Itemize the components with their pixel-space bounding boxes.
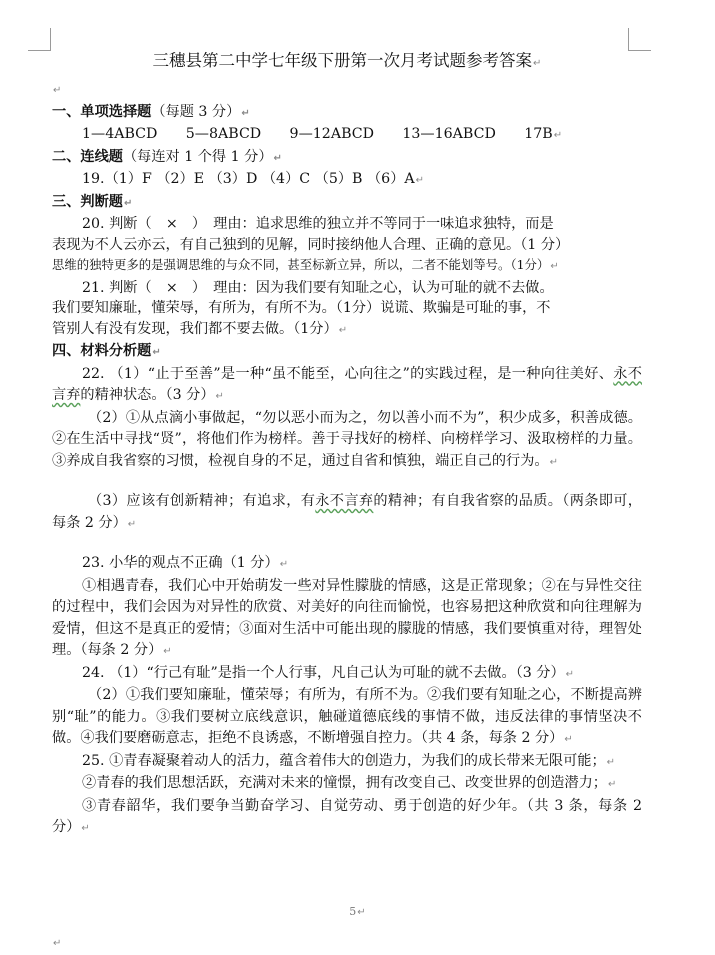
paragraph-mark-icon: ↵: [357, 907, 366, 918]
page-number-text: 5: [349, 905, 357, 918]
document-body: [52, 46, 642, 840]
paragraph-mark-icon: ↵: [163, 646, 172, 657]
section-3-title: 三、判断题: [52, 193, 123, 210]
paragraph-mark-icon: ↵: [53, 85, 62, 96]
paragraph-mark-icon: ↵: [533, 58, 542, 69]
q23-heading-text: 23. 小华的观点不正确（1 分）: [82, 555, 279, 571]
q23-body-text: ①相遇青春，我们心中开始萌发一些对异性朦胧的情感，这是正常现象；②在与异性交往的过程中，我们会因为对异性的欣赏、对美好的向往而愉悦，也容易把这种欣赏和向往理解为爱情，但这不是真正的爱情；③面对生活中可能出现的朦胧的情感，我们要慎重对待，理智处理。（每条 2 分）: [52, 577, 642, 658]
paragraph-mark-icon: ↵: [152, 347, 161, 358]
q25-2-text: ②青春的我们思想活跃，充满对未来的憧憬，拥有改变自己、改变世界的创造潜力；: [82, 775, 607, 791]
q21-line-3-text: 管别人有没有发现，我们都不要去做。（1分）: [52, 320, 338, 337]
paragraph-mark-icon: ↵: [553, 130, 563, 141]
q23-body: [52, 576, 642, 663]
q24-2-text: （2）①我们要知廉耻，懂荣辱；有所为，有所不为。②我们要有知耻之心，不断提高辨别“耻”的能力。③我们要树立底线意识，触碰道德底线的事情不做，违反法律的事情坚决不做。④我们要磨砺意志，拒绝不良诱惑，不断增强自控力。（共 4 条，每条 2 分）: [52, 687, 642, 746]
q22-3-text-end: 的精神；有自我省察的品质。（两条即可，每条 2 分）: [52, 493, 642, 531]
section-2-answers: [52, 169, 642, 192]
q23-heading: [52, 553, 642, 576]
q22-3-text: （3）应该有创新精神；有追求，有: [88, 493, 316, 509]
paragraph-mark-icon: ↵: [415, 175, 425, 186]
q22-1-score: 的精神状态。（3 分）: [80, 387, 215, 403]
section-4-title: 四、材料分析题: [52, 343, 152, 359]
q25-point-3: [52, 796, 642, 840]
section-heading-3: [52, 192, 642, 215]
q21-line-2: 我们要知廉耻，懂荣辱，有所为，有所不为。（1分）说谎、欺骗是可耻的事，不: [52, 300, 551, 316]
blank-line: [52, 535, 642, 553]
section-heading-1: [52, 102, 642, 125]
answers-text: 19.（1）F （2）E （3）D （4）C （5）B （6）A: [82, 171, 415, 187]
end-paragraph-mark: [52, 934, 61, 950]
empty-line: [52, 79, 642, 102]
q22-part-2: [52, 408, 642, 474]
crop-mark-top-left: [28, 28, 51, 51]
paragraph-mark-icon: ↵: [550, 261, 559, 272]
title-text: 三穗县第二中学七年级下册第一次月考试题参考答案: [152, 51, 533, 70]
q21-line-1: 21. 判断（ × ） 理由：因为我们要有知耻之心，认为可耻的就不去做。: [82, 279, 554, 296]
q20-line-2: 表现为不人云亦云，有自己独到的见解，同时接纳他人合理、正确的意见。（1 分）: [52, 236, 570, 253]
q25-3-text: ③青春韶华，我们要争当勤奋学习、自觉劳动、勇于创造的好少年。（共 3 条，每条 2 分）: [52, 797, 642, 835]
paragraph-mark-icon: ↵: [549, 456, 558, 468]
section-heading-4: [52, 341, 642, 364]
q22-part-1: [52, 364, 642, 408]
blank-line: [52, 473, 642, 491]
q25-1-text: 25. ①青春凝聚着动人的活力，蕴含着伟大的创造力，为我们的成长带来无限可能；: [82, 752, 606, 769]
q22-2-text: （2）①从点滴小事做起，“勿以恶小而为之，勿以善小而不为”，积少成多，积善成德。②在生活中寻找“贤”，将他们作为榜样。善于寻找好的榜样、向榜样学习、汲取榜样的力量。③养成自我省察的习惯，检视自身的不足，通过自省和慎独，端正自己的行为。: [52, 409, 642, 469]
section-1-title: 一、单项选择题: [52, 103, 152, 120]
paragraph-mark-icon: ↵: [127, 518, 137, 530]
paragraph-mark-icon: ↵: [215, 391, 224, 402]
q24-part-1: [52, 663, 642, 686]
page-title: [52, 48, 642, 77]
q22-1-underlined-phrase: 永不言弃: [52, 365, 642, 403]
q20-line-3: [52, 255, 642, 278]
q22-3-underlined-phrase: 永不言弃: [315, 493, 374, 509]
q20-line-3-text: 思维的独特更多的是强调思维的与众不同，甚至标新立异，所以，二者不能划等号。（1分）: [52, 257, 550, 272]
q22-part-3: [52, 491, 642, 535]
q20-line-1: 20. 判断（ × ） 理由：追求思维的独立并不等同于一味追求独特，而是: [82, 216, 554, 232]
paragraph-mark-icon: ↵: [241, 107, 250, 119]
section-1-answers: [52, 124, 642, 147]
page-number: [0, 905, 715, 918]
q21-line-3: [52, 319, 642, 342]
q25-point-1: [52, 751, 642, 774]
paragraph-mark-icon: ↵: [53, 938, 62, 949]
section-2-note: （每连对 1 个得 1 分）: [122, 148, 273, 165]
q25-point-2: [52, 773, 642, 796]
paragraph-mark-icon: ↵: [279, 559, 289, 570]
paragraph-mark-icon: ↵: [81, 823, 90, 834]
paragraph-mark-icon: ↵: [338, 324, 348, 336]
paragraph-mark-icon: ↵: [564, 734, 573, 745]
q22-1-text: 22. （1）“止于至善”是一种“虽不能至，心向往之”的实践过程，是一种向往美好、: [82, 365, 614, 382]
paragraph-mark-icon: ↵: [273, 152, 282, 164]
q24-1-text: 24. （1）“行己有耻”是指一个人行事，凡自己认为可耻的就不去做。（3 分）: [82, 664, 565, 681]
q24-part-2: [52, 685, 642, 751]
paragraph-mark-icon: ↵: [606, 756, 616, 768]
answers-text: 1—4ABCD 5—8ABCD 9—12ABCD 13—16ABCD 17B: [82, 126, 553, 142]
section-2-title: 二、连线题: [52, 148, 123, 165]
paragraph-mark-icon: ↵: [123, 197, 133, 209]
section-1-note: （每题 3 分）: [151, 103, 241, 120]
section-heading-2: [52, 147, 642, 170]
paragraph-mark-icon: ↵: [607, 779, 617, 790]
paragraph-mark-icon: ↵: [565, 668, 575, 680]
